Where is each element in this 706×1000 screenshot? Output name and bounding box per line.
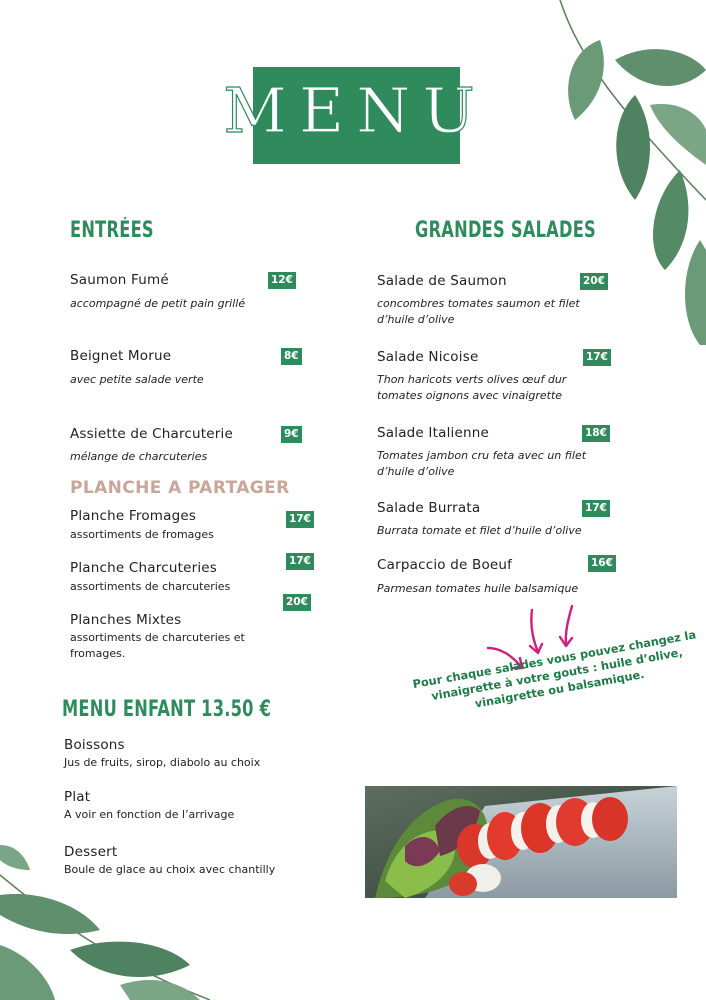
caprese-salad-photo [365, 786, 677, 898]
salade-price: 18€ [582, 425, 610, 442]
entree-desc: accompagné de petit pain grillé [70, 297, 246, 310]
salade-name: Salade de Saumon [377, 273, 507, 289]
planche-name: Planche Fromages [70, 508, 197, 524]
salade-desc: Tomates jambon cru feta avec un filet d’huile d’olive [377, 449, 587, 478]
enfant-title: MENU ENFANT 13.50 € [62, 697, 272, 722]
entree-name: Saumon Fumé [70, 272, 169, 288]
salade-price: 17€ [582, 500, 610, 517]
planche-desc: assortiments de charcuteries et fromages. [70, 631, 245, 660]
enfant-desc: A voir en fonction de l’arrivage [64, 808, 235, 821]
enfant-name: Plat [64, 789, 91, 805]
salade-name: Carpaccio de Boeuf [377, 557, 513, 573]
planche-desc: assortiments de charcuteries [70, 580, 231, 593]
salades-title: GRANDES SALADES [415, 218, 596, 243]
salade-name: Salade Burrata [377, 500, 481, 516]
entree-price: 8€ [281, 348, 302, 365]
planche-name: Planche Charcuteries [70, 560, 218, 576]
salade-price: 16€ [588, 555, 616, 572]
salade-desc: Parmesan tomates huile balsamique [377, 582, 579, 595]
enfant-desc: Boule de glace au choix avec chantilly [64, 863, 276, 876]
salade-name: Salade Italienne [377, 425, 490, 441]
menu-title: MENU [223, 74, 487, 147]
entree-name: Assiette de Charcuterie [70, 426, 234, 442]
planche-name: Planches Mixtes [70, 612, 182, 628]
planche-price: 17€ [286, 553, 314, 570]
salade-name: Salade Nicoise [377, 349, 479, 365]
entrees-title: ENTRÉES [70, 218, 154, 243]
planche-price: 17€ [286, 511, 314, 528]
entree-price: 12€ [268, 272, 296, 289]
salade-desc: Thon haricots verts olives œuf dur tomates oignons avec vinaigrette [377, 373, 567, 402]
salade-desc: Burrata tomate et filet d’huile d’olive [377, 524, 582, 537]
enfant-name: Boissons [64, 737, 125, 753]
planche-desc: assortiments de fromages [70, 528, 214, 541]
enfant-desc: Jus de fruits, sirop, diabolo au choix [64, 756, 261, 769]
entree-desc: avec petite salade verte [70, 373, 204, 386]
vinaigrette-note: Pour chaque salades vous pouvez changez la vinaigrette à votre gouts : huile d’olive, vinaigrette ou balsamique. [411, 628, 697, 711]
planche-title: PLANCHE A PARTAGER [70, 478, 290, 498]
planche-price: 20€ [283, 594, 311, 611]
salade-price: 17€ [583, 349, 611, 366]
salade-desc: concombres tomates saumon et filet d’huile d’olive [377, 297, 580, 326]
entree-price: 9€ [281, 426, 302, 443]
enfant-name: Dessert [64, 844, 118, 860]
entree-desc: mélange de charcuteries [70, 450, 208, 463]
salade-price: 20€ [580, 273, 608, 290]
entree-name: Beignet Morue [70, 348, 172, 364]
